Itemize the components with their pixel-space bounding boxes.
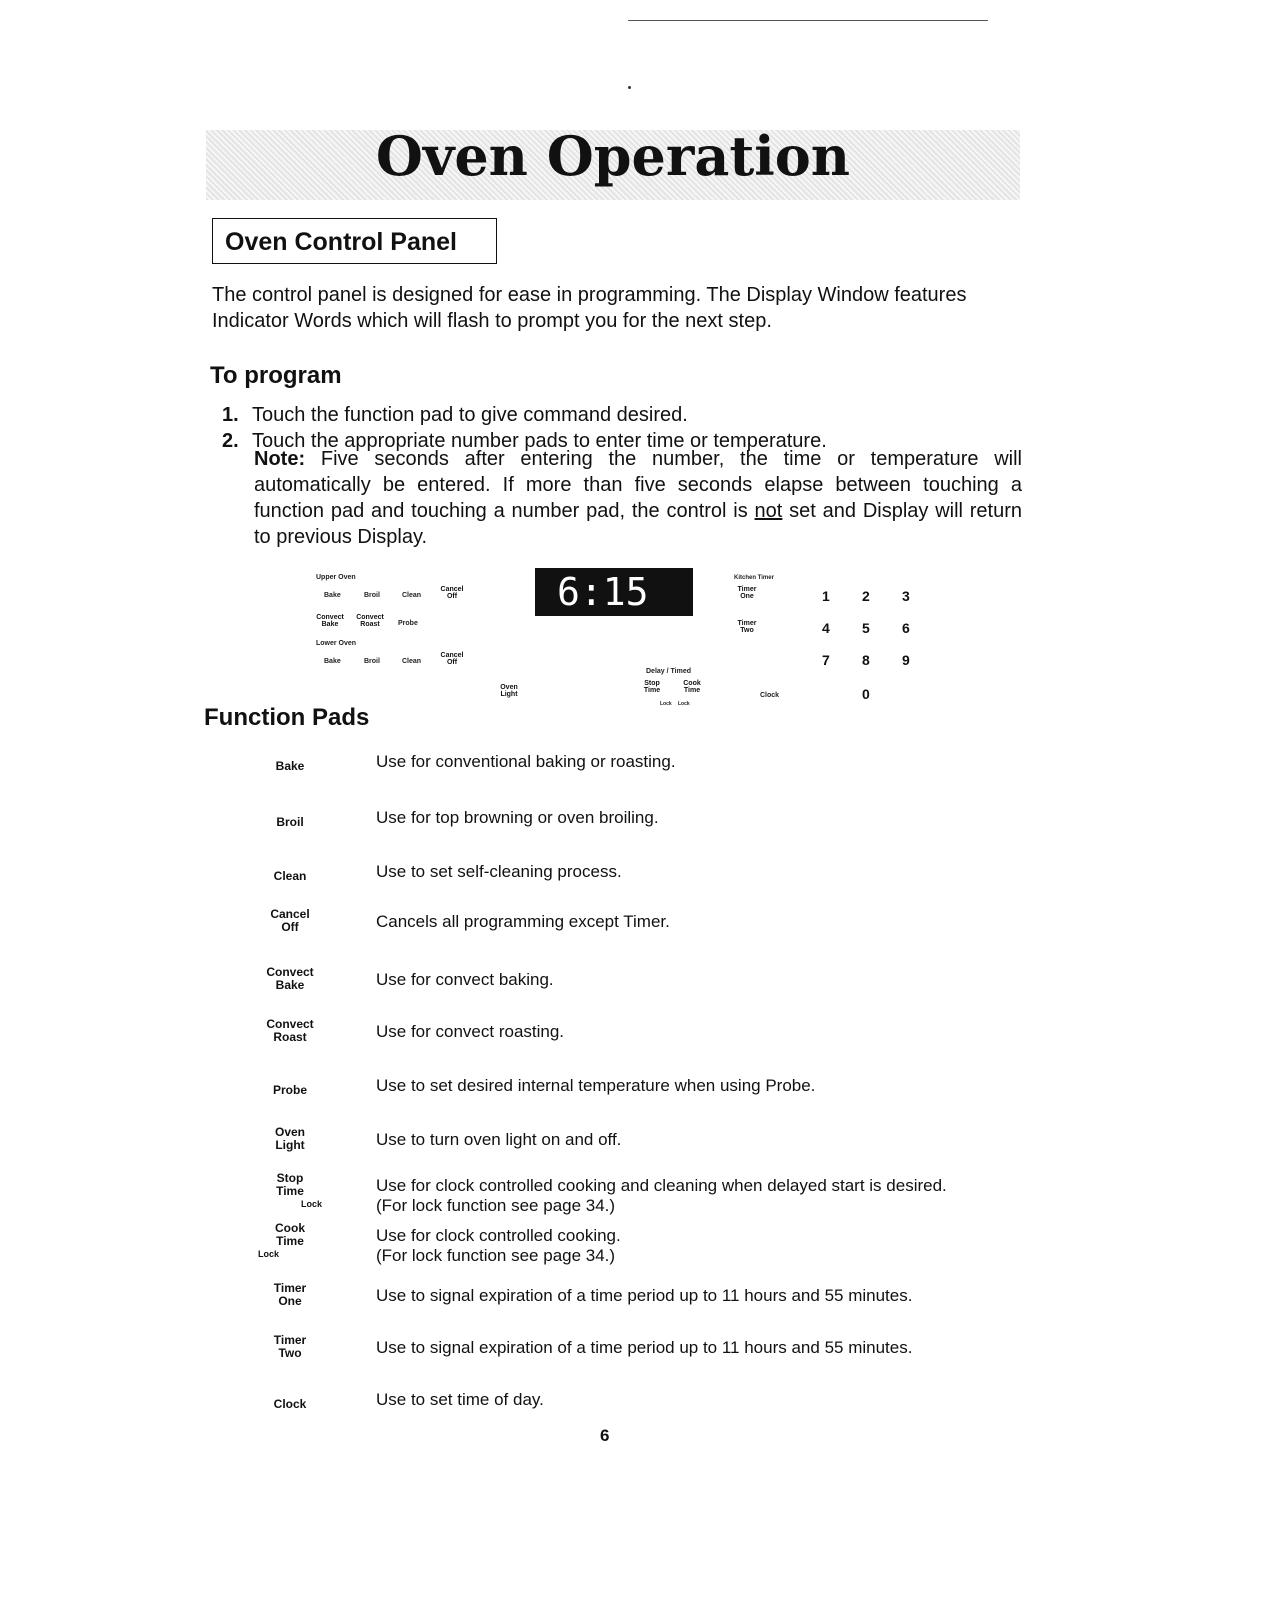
function-pad-description: Use for clock controlled cooking and cleaning when delayed start is desired. (For lock function see page 34.) [376,1176,947,1215]
step-2: 2. Touch the appropriate number pads to enter time or temperature. [222,430,827,452]
kitchen-timer-label: Kitchen Timer [734,575,774,581]
key-2: 2 [862,588,870,604]
function-pad-description: Use to set desired internal temperature when using Probe. [376,1076,816,1095]
speck [628,86,631,89]
function-pad-label: Oven Light [274,1125,305,1152]
probe-pad: Probe [398,620,418,627]
lower-broil-pad: Broil [364,658,380,665]
lower-clean-pad: Clean [402,658,422,665]
function-pad-label: Timer Two [273,1333,307,1360]
delay-timed-label: Delay / Timed [646,668,692,675]
key-7: 7 [822,652,830,668]
function-pad-label: Clock [273,1397,307,1411]
page-title: Oven Operation [375,124,851,188]
function-pad-description: Use to signal expiration of a time period up to 11 hours and 55 minutes. [376,1286,913,1305]
page-number: 6 [600,1426,610,1445]
timer-one-pad: Timer One [737,586,757,600]
function-pad-label: Broil [276,815,304,829]
cook-lock-label: Lock [678,701,690,707]
header-rule [628,20,988,21]
function-pad-label: Cancel Off [270,907,310,934]
upper-oven-label: Upper Oven [316,574,356,581]
function-pad-label: Bake [275,759,305,773]
function-pad-description: Use for convect roasting. [376,1022,565,1041]
upper-bake-pad: Bake [324,592,341,599]
function-pad-label: Convect Bake [266,965,314,992]
cook-time-pad: Cook Time [683,680,701,694]
function-pad-description: Use for convect baking. [376,970,554,989]
upper-broil-pad: Broil [364,592,380,599]
function-pad-description: Use to signal expiration of a time period up to 11 hours and 55 minutes. [376,1338,913,1357]
key-1: 1 [822,588,830,604]
oven-light-pad: Oven Light [500,684,518,698]
intro-paragraph: The control panel is designed for ease in programming. The Display Window features Indicator Words which will flash to prompt you for the next step. [212,284,967,332]
key-0: 0 [862,686,870,702]
function-pad-description: Use to turn oven light on and off. [376,1130,622,1149]
to-program-heading: To program [210,362,342,389]
upper-clean-pad: Clean [402,592,422,599]
key-5: 5 [862,620,870,636]
timer-two-pad: Timer Two [737,620,757,634]
function-pad-label: Convect Roast [266,1017,314,1044]
function-pad-description: Use for clock controlled cooking. (For lock function see page 34.) [376,1226,621,1265]
function-pads-heading: Function Pads [204,704,370,731]
stop-lock-label: Lock [660,701,672,707]
key-6: 6 [902,620,910,636]
lower-oven-label: Lower Oven [316,640,357,647]
function-pad-label: Cook Time Lock [258,1221,305,1259]
function-pad-description: Cancels all programming except Timer. [376,912,670,931]
key-9: 9 [902,652,910,668]
function-pad-label: Clean [273,869,307,883]
key-3: 3 [902,588,910,604]
display-window: 6:15 [535,568,693,616]
stop-time-pad: Stop Time [643,680,661,694]
program-note: Note: Five seconds after entering the number, the time or temperature will automatically be entered. If more than five seconds elapse between touching a function pad and touching a number pad, the control is not set and Display will return to previous Display. [254,448,1023,548]
function-pad-description: Use to set time of day. [376,1390,544,1409]
key-8: 8 [862,652,870,668]
function-pad-description: Use for top browning or oven broiling. [376,808,659,827]
section-title: Oven Control Panel [212,218,497,264]
convect-bake-pad: Convect Bake [316,614,344,628]
function-pad-label: Stop Time Lock [276,1171,322,1209]
lower-bake-pad: Bake [324,658,341,665]
convect-roast-pad: Convect Roast [356,614,384,628]
upper-cancel-off-pad: Cancel Off [440,586,464,600]
lower-cancel-off-pad: Cancel Off [440,652,464,666]
clock-pad: Clock [760,692,780,699]
function-pad-description: Use to set self-cleaning process. [376,862,622,881]
function-pad-label: Timer One [273,1281,307,1308]
key-4: 4 [822,620,830,636]
function-pad-description: Use for conventional baking or roasting. [376,752,676,771]
step-1: 1. Touch the function pad to give command desired. [222,404,688,426]
function-pad-label: Probe [272,1083,307,1097]
